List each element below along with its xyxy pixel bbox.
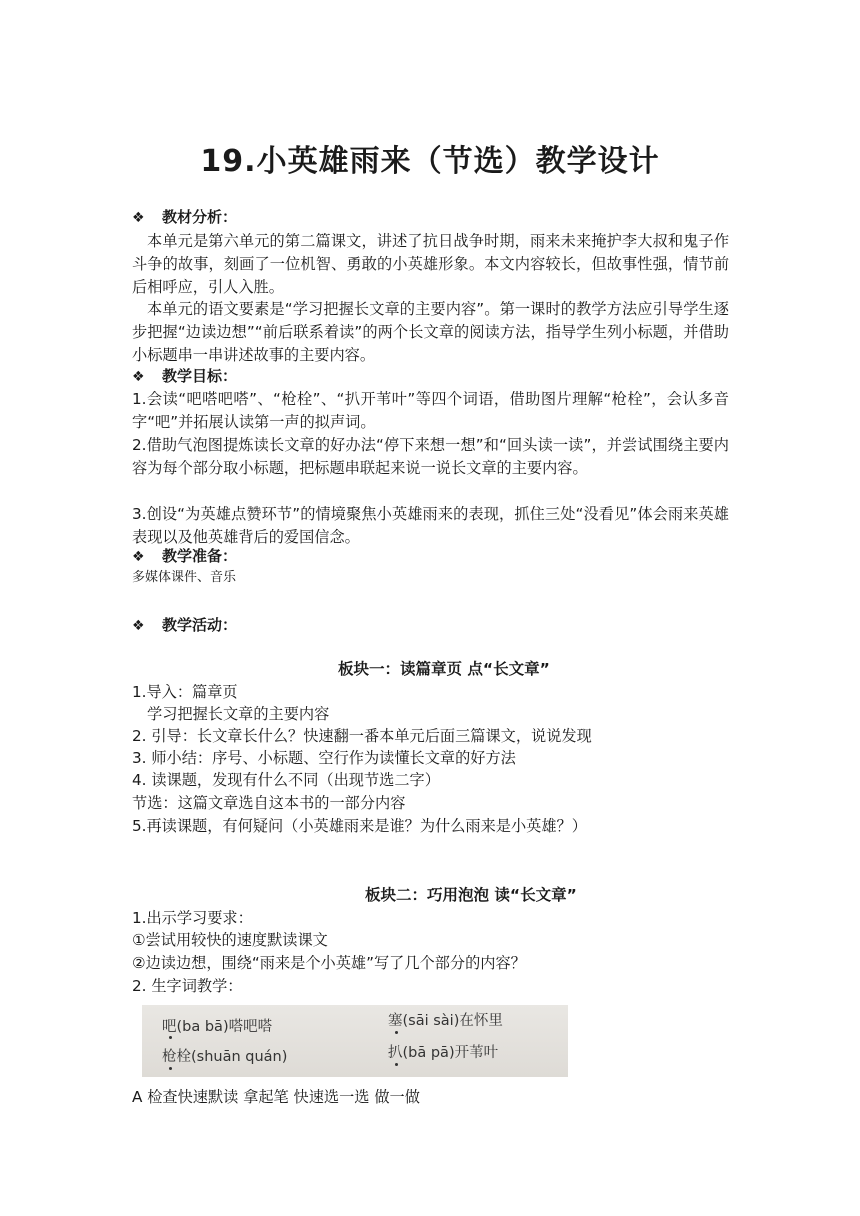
bullet-icon: ❖ [132,618,145,634]
section-heading-prep [132,545,237,567]
paragraph-text: 本单元的语文要素是“学习把握长文章的主要内容”。第一课时的教学方法应引导学生逐步把握“边读边想”“前后联系着读”的两个长文章的阅读方法，指导学生列小标题，并借助小标题串一串讲述故事的主要内容。 [132,300,729,364]
analysis-paragraph-2 [132,298,729,367]
block1-line: 1.导入：篇章页 [132,683,238,701]
section-heading-activities [132,614,237,636]
section-heading-analysis [132,206,237,228]
prep-text: 多媒体课件、音乐 [132,570,237,585]
bullet-icon: ❖ [132,369,145,385]
block2-title: 板块二：巧用泡泡 读“长文章” [365,886,577,904]
vocab-word: 扒(bā pā)开苇叶 [388,1045,499,1061]
heading-text: 教材分析： [162,208,238,226]
block2-line: ①尝试用较快的速度默读课文 [132,931,328,949]
vocab-word: 塞(sāi sài)在怀里 [388,1013,503,1029]
heading-text: 教学准备： [162,547,238,565]
goal-1: 1.会读“吧嗒吧嗒”、“枪栓”、“扒开苇叶”等四个词语，借助图片理解“枪栓”，会认多音字“吧”并拓展认读第一声的拟声词。 [132,390,729,431]
emphasis-dot [169,1067,172,1070]
emphasis-dot [169,1036,172,1039]
heading-text: 教学目标： [162,367,238,385]
block2-line: ②边读边想，围绕“雨来是个小英雄”写了几个部分的内容？ [132,954,526,972]
page-title: 19.小英雄雨来（节选）教学设计 [200,144,660,179]
block1-line: 2. 引导：长文章长什么？快速翻一番本单元后面三篇课文，说说发现 [132,727,592,745]
bullet-icon: ❖ [132,210,145,226]
block1-line: 5.再读课题，有何疑问（小英雄雨来是谁？为什么雨来是小英雄？） [132,817,587,835]
heading-text: 教学活动： [162,616,238,634]
goal-3: 3.创设“为英雄点赞环节”的情境聚焦小英雄雨来的表现，抓住三处“没看见”体会雨来英雄表现以及他英雄背后的爱国信念。 [132,505,729,546]
vocab-word: 吧(ba bā)嗒吧嗒 [162,1019,273,1035]
analysis-paragraph-1 [132,230,729,299]
section-heading-goals [132,365,237,387]
block1-title: 板块一：读篇章页 点“长文章” [338,660,550,678]
block2-after-line: A 检查快速默读 拿起笔 快速选一选 做一做 [132,1088,420,1106]
block2-line: 1.出示学习要求： [132,909,253,927]
emphasis-dot [395,1031,398,1034]
bullet-icon: ❖ [132,549,145,565]
block1-line: 学习把握长文章的主要内容 [147,705,330,723]
block2-line: 2. 生字词教学： [132,977,243,995]
emphasis-dot [395,1063,398,1066]
vocabulary-image [142,1005,568,1077]
block1-line: 3. 师小结：序号、小标题、空行作为读懂长文章的好方法 [132,749,516,767]
goal-2: 2.借助气泡图提炼读长文章的好办法“停下来想一想”和“回头读一读”，并尝试围绕主要内容为每个部分取小标题，把标题串联起来说一说长文章的主要内容。 [132,436,729,477]
paragraph-text: 本单元是第六单元的第二篇课文，讲述了抗日战争时期，雨来未来掩护李大叔和鬼子作斗争的故事，刻画了一位机智、勇敢的小英雄形象。本文内容较长，但故事性强，情节前后相呼应，引人入胜。 [132,232,729,296]
block1-line: 节选：这篇文章选自这本书的一部分内容 [132,794,406,812]
block1-line: 4. 读课题，发现有什么不同（出现节选二字） [132,771,440,789]
vocab-word: 枪栓(shuān quán) [162,1049,288,1065]
